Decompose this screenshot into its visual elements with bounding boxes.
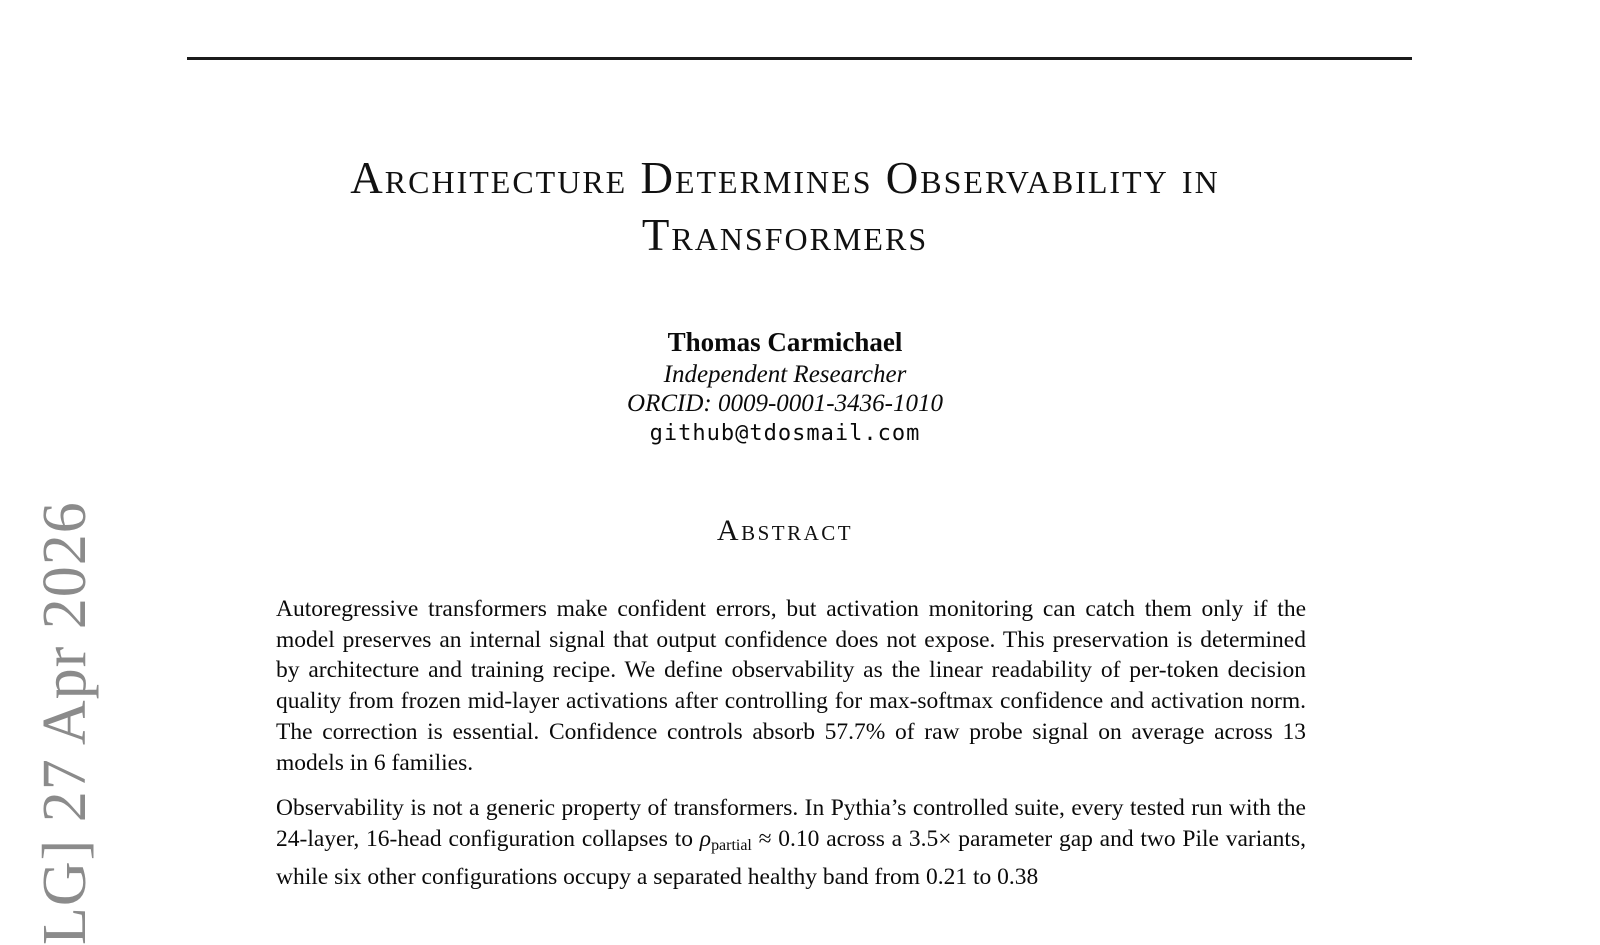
abstract-paragraph-text: Autoregressive transformers make confident errors, but activation monitoring can catch them only if the model preserves an internal signal that output confidence does not expose. This preservation is determined by architecture and training recipe. We define observability as the linear readability of per-token decision quality from frozen mid-layer activations after controlling for max-softmax confidence and activation norm. The correction is essential. Confidence controls absorb 57.7% of raw probe signal on average across 13 models in 6 families. bbox=[276, 596, 1306, 776]
paper-title bbox=[270, 150, 1300, 264]
rho-subscript: partial bbox=[711, 836, 752, 854]
title-rule bbox=[187, 57, 1412, 60]
paragraph2-text-2: ≈ 0.10 across a 3.5× parameter gap and two Pile variants, while six other configurations occupy a separated healthy band from 0.21 to 0.38 bbox=[276, 825, 1306, 890]
author-orcid: ORCID: 0009-0001-3436-1010 bbox=[627, 390, 943, 417]
title-line-1: Architecture Determines Observability in bbox=[350, 153, 1220, 203]
rho-symbol: ρ bbox=[699, 825, 712, 852]
abstract-paragraph bbox=[276, 594, 1306, 778]
body-paragraph-2 bbox=[276, 793, 1306, 892]
abstract-heading: Abstract bbox=[716, 514, 854, 547]
arxiv-watermark: LG] 27 Apr 2026 bbox=[31, 501, 99, 945]
abstract-body bbox=[276, 594, 1306, 892]
author-email: github@tdosmail.com bbox=[649, 421, 921, 446]
author-block bbox=[270, 324, 1300, 450]
title-line-2: Transformers bbox=[641, 210, 929, 260]
author-name: Thomas Carmichael bbox=[667, 327, 903, 357]
author-affiliation: Independent Researcher bbox=[663, 361, 907, 388]
paragraph2-text-1: Observability is not a generic property of transformers. In Pythia’s controlled suite, every tested run with the 24-layer, 16-head configuration collapses to bbox=[276, 795, 1306, 852]
